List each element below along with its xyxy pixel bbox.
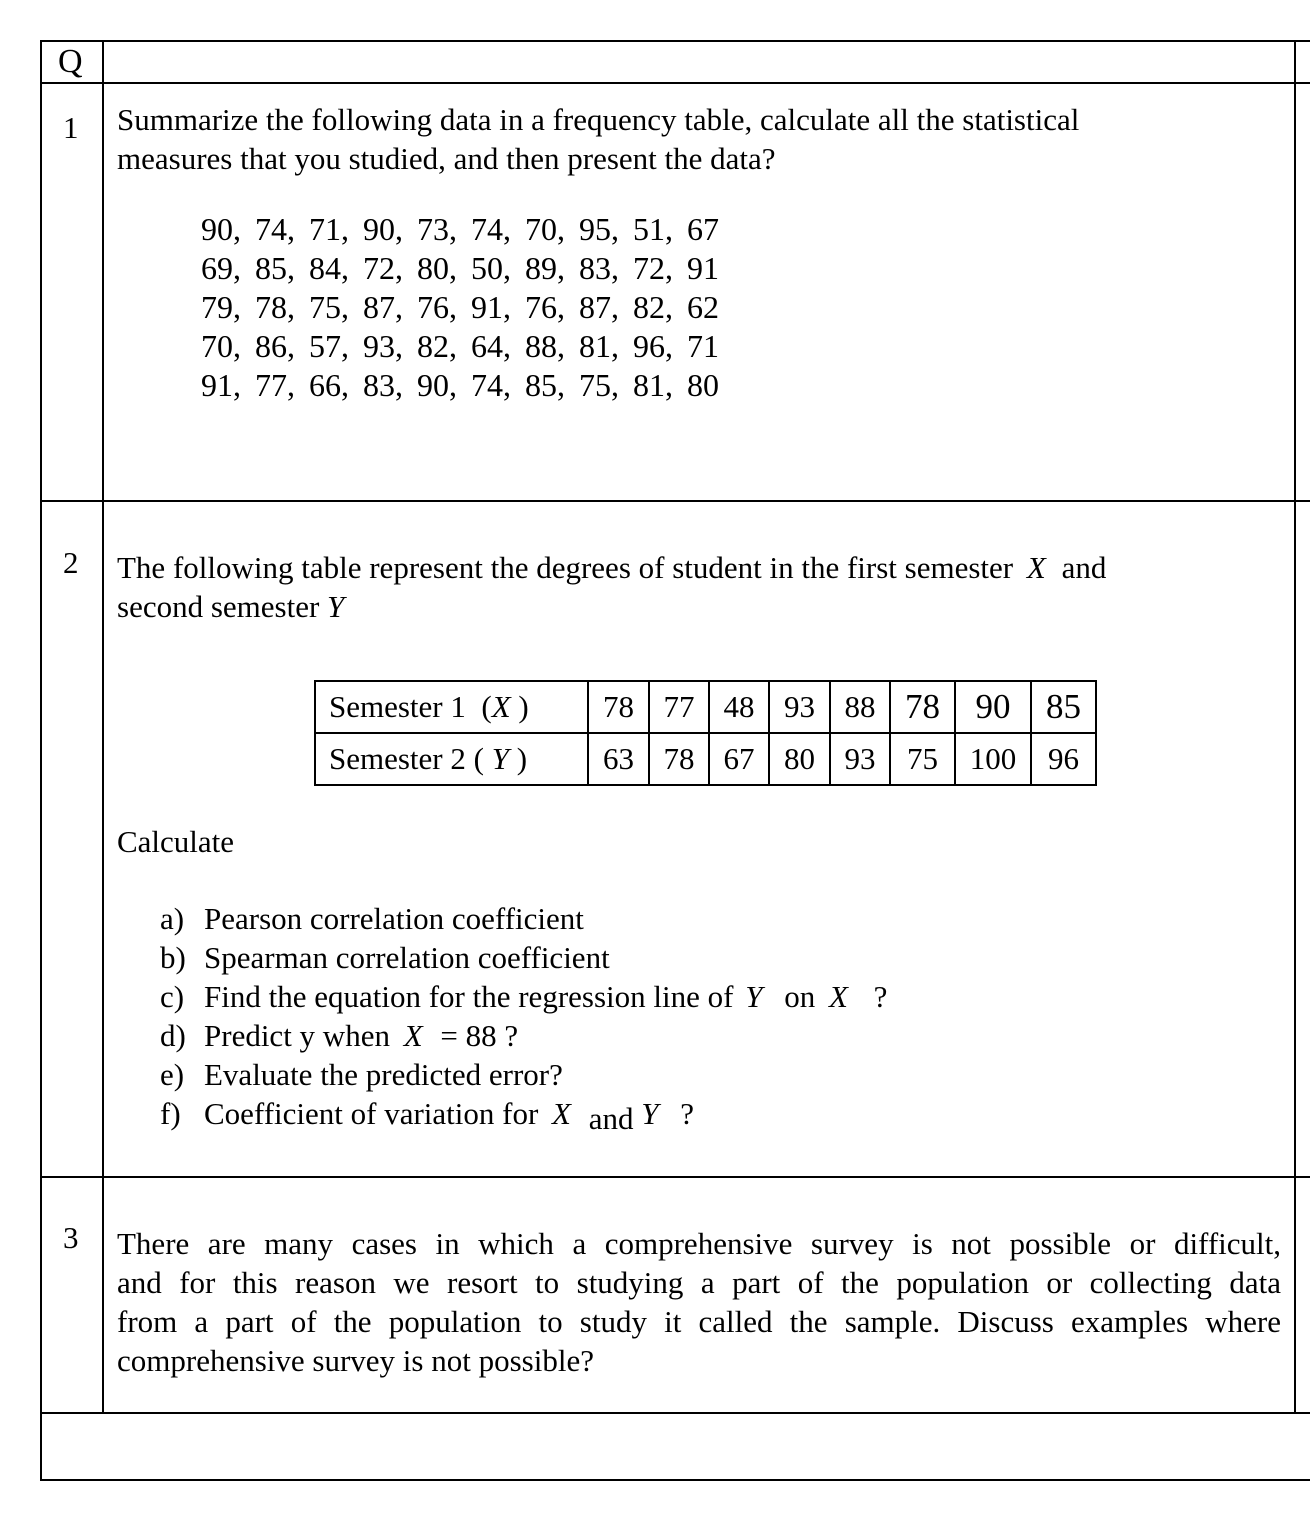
item-text: Pearson correlation coefficient — [204, 901, 584, 936]
semester-1-label — [315, 681, 588, 733]
list-item — [160, 938, 887, 977]
number-column-divider — [102, 40, 104, 1414]
variable-y: Y — [745, 979, 763, 1014]
table-left-border — [40, 40, 42, 1481]
table-cell: 78 — [588, 681, 649, 733]
row2-divider — [40, 1176, 1310, 1178]
question-1-data-block — [201, 210, 719, 405]
table-top-border — [40, 40, 1310, 42]
item-equation: = 88 ? — [440, 1018, 519, 1053]
item-letter: a) — [160, 901, 185, 936]
table-cell: 100 — [955, 733, 1031, 785]
table-cell: 80 — [769, 733, 830, 785]
table-cell: 78 — [890, 681, 955, 733]
table-cell: 48 — [709, 681, 769, 733]
list-item — [160, 977, 887, 1016]
variable-y: Y — [327, 589, 345, 624]
question-3-number: 3 — [63, 1220, 79, 1255]
item-letter: b) — [160, 940, 186, 975]
table-cell: 63 — [588, 733, 649, 785]
item-letter: e) — [160, 1057, 185, 1092]
list-item — [160, 1055, 887, 1094]
list-item — [160, 1094, 887, 1136]
data-row: 79, 78, 75, 87, 76, 91, 76, 87, 82, 62 — [201, 289, 719, 325]
item-on: on — [784, 979, 816, 1014]
table-cell: 90 — [955, 681, 1031, 733]
data-row: 70, 86, 57, 93, 82, 64, 88, 81, 96, 71 — [201, 328, 719, 364]
table-row — [315, 733, 1096, 785]
intro-line2-text: second semester — [117, 589, 320, 624]
table-row — [315, 681, 1096, 733]
question-2-intro-line2 — [117, 587, 1106, 626]
label-text: Semester 2 ( — [329, 741, 492, 776]
question-3-line: from a part of the population to study it called the sample. Discuss examples where — [117, 1304, 1281, 1339]
calculate-label: Calculate — [117, 824, 235, 859]
question-2-intro — [117, 548, 1106, 626]
variable-x: X — [403, 1018, 423, 1053]
header-q-label: Q — [58, 43, 83, 80]
semester-table — [314, 680, 1097, 786]
table-cell: 88 — [830, 681, 890, 733]
table-cell: 77 — [649, 681, 709, 733]
item-question-mark: ? — [873, 979, 888, 1014]
calculate-list — [160, 899, 888, 1136]
row1-divider — [40, 500, 1310, 502]
intro-and: and — [1061, 550, 1107, 585]
item-letter: c) — [160, 979, 185, 1014]
table-cell: 93 — [830, 733, 890, 785]
item-letter: d) — [160, 1018, 186, 1053]
question-3-line: There are many cases in which a comprehensive survey is not possible or difficult, — [117, 1226, 1281, 1261]
list-item — [160, 1016, 887, 1055]
item-text: Spearman correlation coefficient — [204, 940, 610, 975]
variable-x: X — [552, 1096, 571, 1131]
question-3-line: comprehensive survey is not possible? — [117, 1343, 594, 1378]
data-row: 69, 85, 84, 72, 80, 50, 89, 83, 72, 91 — [201, 250, 719, 286]
variable-x: X — [491, 689, 511, 724]
question-1-text — [117, 100, 1079, 178]
table-cell: 96 — [1031, 733, 1096, 785]
label-close: ) — [508, 741, 528, 776]
item-and: and — [588, 1101, 634, 1136]
row3-divider — [40, 1412, 1310, 1414]
question-2-intro-line1 — [117, 548, 1106, 587]
variable-y: Y — [641, 1096, 659, 1131]
variable-x: X — [828, 979, 848, 1014]
item-letter: f) — [160, 1096, 181, 1131]
data-row: 90, 74, 71, 90, 73, 74, 70, 95, 51, 67 — [201, 211, 719, 247]
table-cell: 67 — [709, 733, 769, 785]
table-cell: 93 — [769, 681, 830, 733]
header-row-divider — [40, 82, 1310, 84]
question-2-number: 2 — [63, 545, 79, 580]
table-cell: 85 — [1031, 681, 1096, 733]
table-right-border — [1294, 40, 1296, 1414]
label-close: ) — [510, 689, 529, 724]
table-cell: 78 — [649, 733, 709, 785]
question-3-line: and for this reason we resort to studying a part of the population or collecting data — [117, 1265, 1281, 1300]
item-question-mark: ? — [680, 1096, 694, 1131]
question-1-text-line1: Summarize the following data in a frequency table, calculate all the statistical — [117, 102, 1080, 137]
variable-y: Y — [491, 741, 509, 776]
label-text: Semester 1 ( — [329, 689, 492, 724]
item-text: Find the equation for the regression line of — [204, 979, 734, 1014]
variable-x: X — [1026, 550, 1046, 585]
semester-2-label — [315, 733, 588, 785]
data-row: 91, 77, 66, 83, 90, 74, 85, 75, 81, 80 — [201, 367, 719, 403]
intro-text: The following table represent the degrees of student in the first semester — [117, 550, 1014, 585]
question-1-text-line2: measures that you studied, and then present the data? — [117, 141, 776, 176]
item-text: Evaluate the predicted error? — [204, 1057, 563, 1092]
item-text: Coefficient of variation for — [204, 1096, 539, 1131]
item-text: Predict y when — [204, 1018, 390, 1053]
question-1-number: 1 — [63, 110, 79, 145]
table-cell: 75 — [890, 733, 955, 785]
question-3-text — [117, 1224, 1281, 1380]
list-item — [160, 899, 887, 938]
table-bottom-border — [40, 1479, 1310, 1481]
